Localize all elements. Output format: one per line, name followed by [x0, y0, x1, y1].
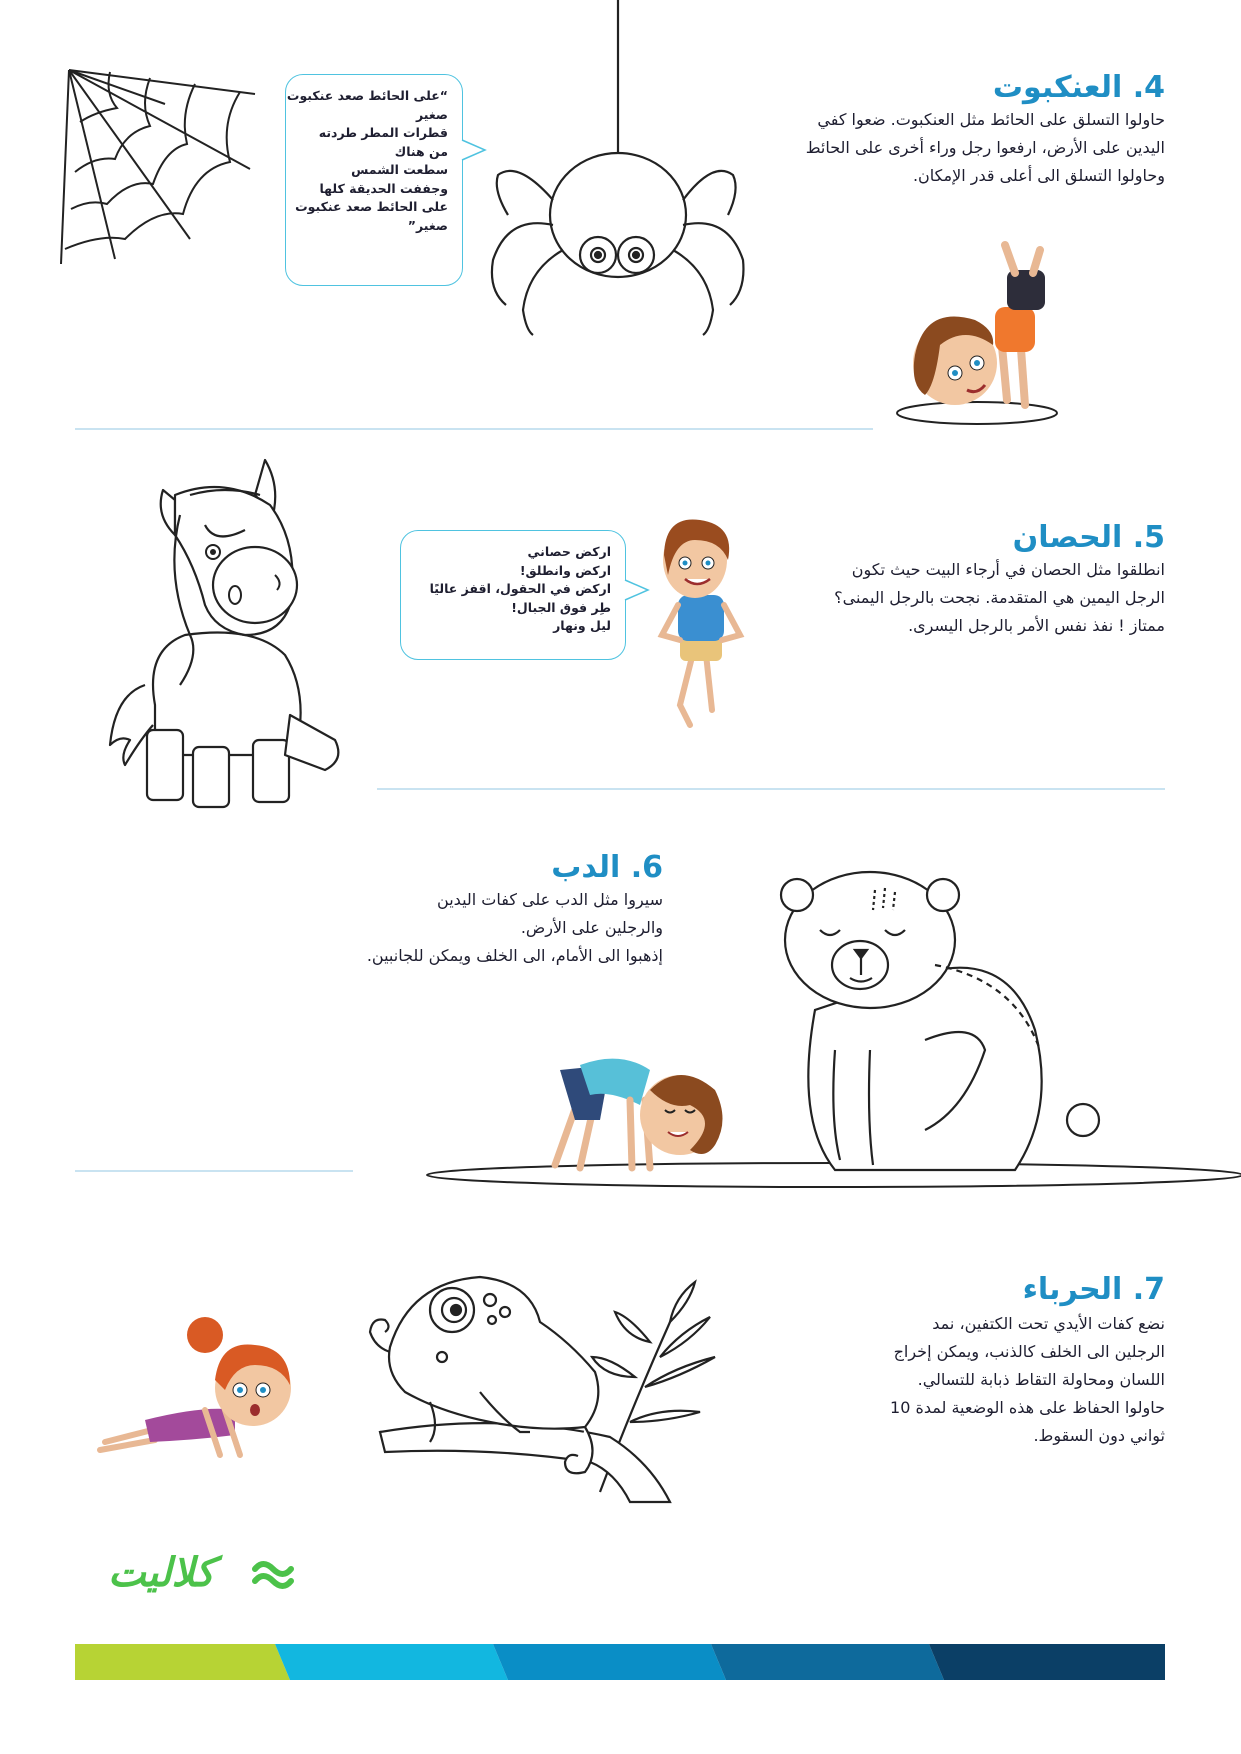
rhyme-line: طِر فوق الجبال! — [511, 599, 611, 615]
rhyme-line: سطعت الشمس — [351, 162, 448, 177]
girl-chameleon-pose-illustration — [95, 1310, 295, 1460]
rhyme-line: من هناك — [394, 143, 448, 159]
kid-spider-pose-illustration — [895, 245, 1075, 425]
logo-text: كلاليت — [108, 1550, 215, 1596]
spider-web-illustration — [55, 64, 265, 274]
body-line: اللسان ومحاولة التقاط ذبابة للتسالي. — [917, 1370, 1165, 1389]
body-line: الرجل اليمين هي المتقدمة. نجحت بالرجل اليمنى؟ — [834, 588, 1165, 607]
rhyme-line: “على الحائط صعد عنكبوت — [286, 88, 448, 103]
rhyme-line: على الحائط صعد عنكبوت — [295, 199, 448, 214]
bear-illustration — [775, 870, 1105, 1175]
rhyme-line: وجففت الحديقة كلها — [319, 180, 448, 196]
body-line: حاولوا التسلق على الحائط مثل العنكبوت. ضعوا كفي — [817, 110, 1165, 129]
logo-wave-icon — [253, 1557, 293, 1591]
rhyme-line: ليل ونهار — [553, 618, 611, 633]
section-title-horse: 5. الحصان — [1012, 520, 1165, 555]
kid-horse-pose-illustration — [650, 515, 740, 730]
chameleon-illustration — [370, 1262, 740, 1507]
kid-bear-pose-illustration — [540, 1050, 740, 1180]
body-line: ممتاز ! نفذ نفس الأمر بالرجل اليسرى. — [908, 616, 1165, 635]
horse-illustration — [105, 455, 350, 820]
rhyme-line: صغير” — [407, 217, 448, 233]
body-line: انطلقوا مثل الحصان في أرجاء البيت حيث تكون — [851, 560, 1165, 579]
body-line: والرجلين على الأرض. — [520, 918, 663, 937]
body-line: ثواني دون السقوط. — [1033, 1426, 1165, 1445]
spider-illustration — [488, 0, 748, 340]
section-divider — [75, 428, 873, 430]
section-body-bear — [367, 886, 663, 970]
section-divider — [377, 788, 1165, 790]
rhyme-line: اركض في الحقول، اقفز عاليًا — [429, 581, 611, 596]
footer-color-bar — [75, 1644, 1165, 1680]
body-line: سيروا مثل الدب على كفات اليدين — [437, 890, 663, 909]
bubble-tail — [461, 138, 491, 162]
section-title-spider: 4. العنكبوت — [992, 70, 1165, 105]
section-body-horse — [834, 556, 1165, 640]
body-line: إذهبوا الى الأمام، الى الخلف ويمكن للجانبين. — [366, 946, 663, 965]
brand-logo — [108, 1545, 293, 1605]
rhyme-line: اركض حصاني — [527, 544, 611, 559]
rhyme-line: اركض وانطلق! — [519, 562, 611, 578]
section-body-spider — [806, 106, 1165, 190]
rhyme-bubble-spider — [285, 74, 463, 286]
rhyme-line: قطرات المطر طردته — [318, 125, 448, 140]
body-line: اليدين على الأرض، ارفعوا رجل وراء أخرى على الحائط — [805, 138, 1165, 157]
section-divider — [75, 1170, 353, 1172]
body-line: الرجلين الى الخلف كالذنب، ويمكن إخراج — [893, 1342, 1165, 1361]
section-body-chameleon — [890, 1310, 1165, 1450]
section-title-bear: 6. الدب — [551, 850, 663, 885]
rhyme-bubble-horse — [400, 530, 626, 660]
body-line: حاولوا الحفاظ على هذه الوضعية لمدة 10 — [890, 1398, 1165, 1417]
section-title-chameleon: 7. الحرباء — [1022, 1272, 1165, 1307]
body-line: وحاولوا التسلق الى أعلى قدر الإمكان. — [912, 166, 1165, 185]
body-line: نضع كفات الأيدي تحت الكتفين، نمد — [932, 1314, 1165, 1333]
rhyme-line: صغير — [415, 106, 448, 122]
